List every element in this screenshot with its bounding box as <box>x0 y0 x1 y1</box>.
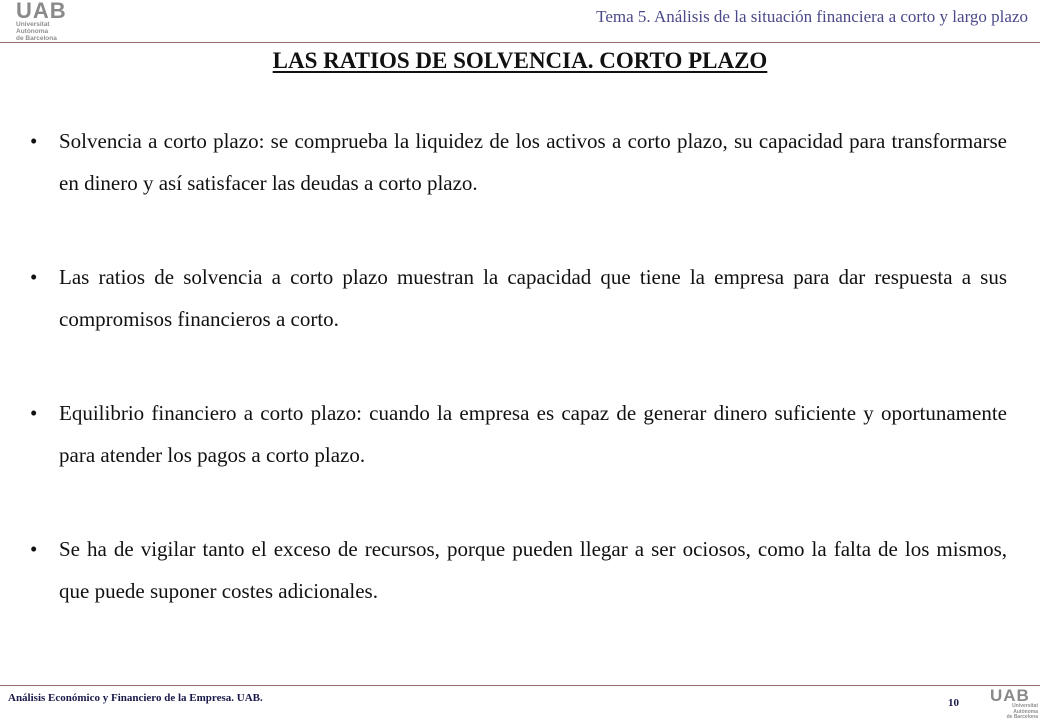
bullet-marker: • <box>30 537 38 561</box>
footer-course-name: Análisis Económico y Financiero de la Empresa. UAB. <box>8 692 263 704</box>
bullet-marker: • <box>30 129 38 153</box>
bullet-text: Se ha de vigilar tanto el exceso de recursos, porque pueden llegar a ser ociosos, como la falta de los mismos, que puede suponer costes adicionales. <box>59 537 1007 603</box>
bullet-text: Las ratios de solvencia a corto plazo muestran la capacidad que tiene la empresa para dar respuesta a sus compromisos financieros a corto. <box>59 265 1007 331</box>
bullet-item <box>30 528 1007 612</box>
bullet-item <box>30 256 1007 340</box>
bullet-item <box>30 392 1007 476</box>
bullet-list <box>30 120 1007 612</box>
uab-logo-subtitle: Universitat Autònoma de Barcelona <box>1006 703 1038 720</box>
bullet-text: Solvencia a corto plazo: se comprueba la liquidez de los activos a corto plazo, su capacidad para transformarse en dinero y así satisfacer las deudas a corto plazo. <box>59 129 1007 195</box>
page-number: 10 <box>948 697 959 709</box>
bullet-marker: • <box>30 401 38 425</box>
uab-logo-top <box>10 0 82 40</box>
footer-divider <box>0 685 1040 686</box>
slide-title: LAS RATIOS DE SOLVENCIA. CORTO PLAZO <box>272 48 768 73</box>
uab-logo-mark: UAB <box>990 686 1030 705</box>
uab-logo-bottom <box>984 688 1038 718</box>
bullet-marker: • <box>30 265 38 289</box>
bullet-item <box>30 120 1007 204</box>
header-title: Tema 5. Análisis de la situación financiera a corto y largo plazo <box>596 7 1028 26</box>
uab-logo-subtitle: Universitat Autònoma de Barcelona <box>16 21 57 42</box>
header-divider <box>0 42 1040 43</box>
bullet-text: Equilibrio financiero a corto plazo: cuando la empresa es capaz de generar dinero suficiente y oportunamente para atender los pagos a corto plazo. <box>59 401 1007 467</box>
uab-logo-mark: UAB <box>16 0 67 23</box>
